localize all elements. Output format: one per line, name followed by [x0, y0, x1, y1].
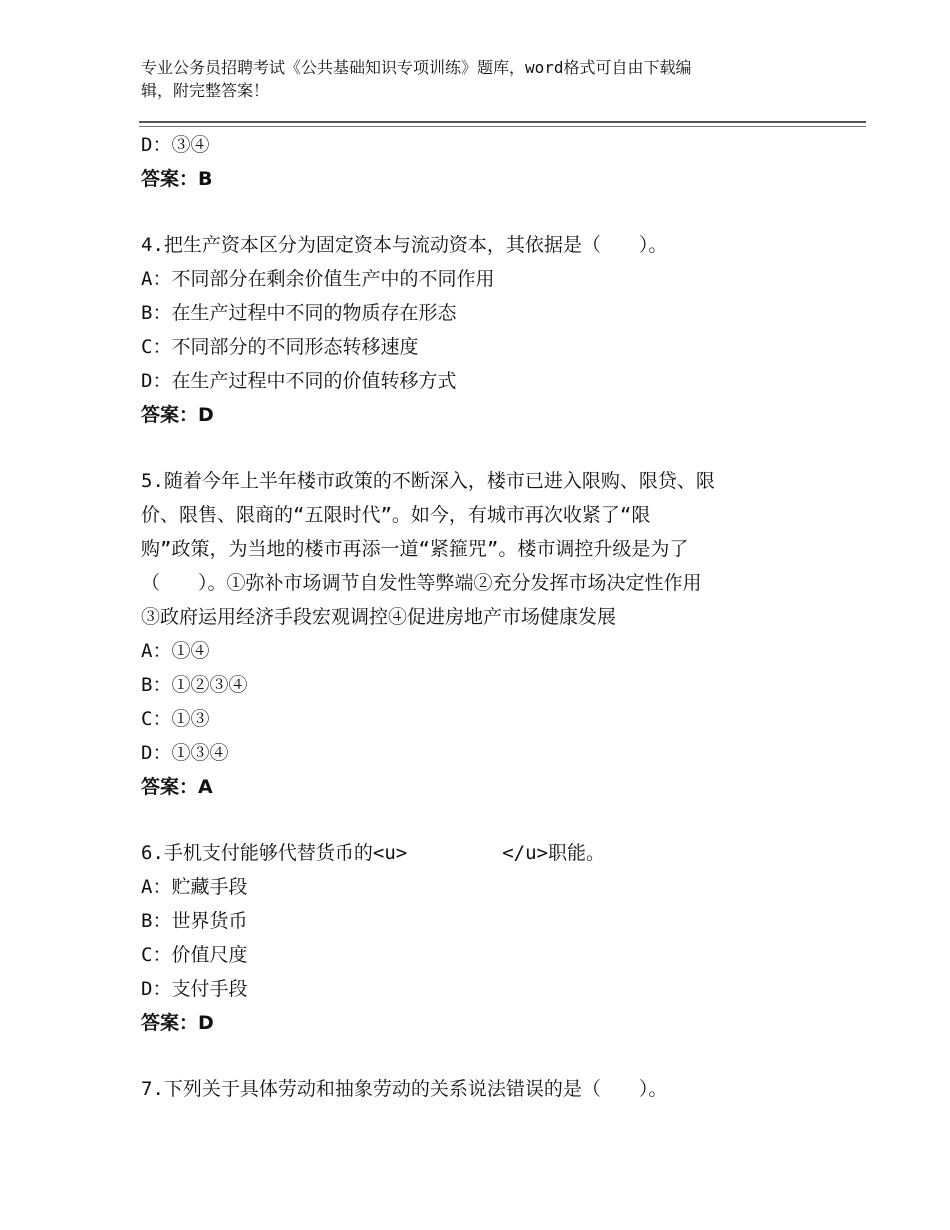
q3-answer: 答案：B — [141, 168, 213, 190]
q4-option-d: D：在生产过程中不同的价值转移方式 — [141, 370, 457, 392]
header-line-1: 专业公务员招聘考试《公共基础知识专项训练》题库，word格式可自由下载编 — [141, 58, 692, 77]
spacer — [141, 196, 821, 228]
question-4 — [141, 228, 821, 432]
q4-option-b: B：在生产过程中不同的物质存在形态 — [141, 302, 457, 324]
q4-stem: 4.把生产资本区分为固定资本与流动资本，其依据是（ ）。 — [141, 234, 668, 256]
q5-stem-line-4: （ ）。①弥补市场调节自发性等弊端②充分发挥市场决定性作用 — [141, 572, 702, 594]
question-3 — [141, 128, 821, 196]
q4-answer: 答案：D — [141, 404, 214, 426]
q6-option-d: D：支付手段 — [141, 978, 248, 1000]
q5-stem-line-1: 5.随着今年上半年楼市政策的不断深入，楼市已进入限购、限贷、限 — [141, 470, 715, 492]
q5-option-d: D：①③④ — [141, 742, 229, 764]
q7-stem: 7.下列关于具体劳动和抽象劳动的关系说法错误的是（ ）。 — [141, 1078, 668, 1100]
question-6 — [141, 836, 821, 1040]
header-line-2: 辑，附完整答案！ — [141, 81, 270, 100]
q6-option-b: B：世界货币 — [141, 910, 248, 932]
q5-option-a: A：①④ — [141, 640, 210, 662]
q4-option-a: A：不同部分在剩余价值生产中的不同作用 — [141, 268, 495, 290]
q5-option-b: B：①②③④ — [141, 674, 248, 696]
question-list — [141, 128, 821, 1106]
q5-option-c: C：①③ — [141, 708, 210, 730]
page-header — [141, 56, 791, 102]
q6-option-a: A：贮藏手段 — [141, 876, 248, 898]
q5-stem-line-2: 价、限售、限商的“五限时代”。如今，有城市再次收紧了“限 — [141, 504, 651, 526]
header-rule-thin — [139, 126, 866, 127]
q6-option-c: C：价值尺度 — [141, 944, 248, 966]
q5-stem-line-5: ③政府运用经济手段宏观调控④促进房地产市场健康发展 — [141, 606, 617, 628]
spacer — [141, 804, 821, 836]
q5-answer: 答案：A — [141, 776, 213, 798]
q6-answer: 答案：D — [141, 1012, 214, 1034]
question-5 — [141, 464, 821, 804]
q4-option-c: C：不同部分的不同形态转移速度 — [141, 336, 419, 358]
q5-stem-line-3: 购”政策，为当地的楼市再添一道“紧箍咒”。楼市调控升级是为了 — [141, 538, 689, 560]
spacer — [141, 1040, 821, 1072]
q6-stem: 6.手机支付能够代替货币的<u> </u>职能。 — [141, 842, 605, 864]
q3-option-d: D：③④ — [141, 134, 210, 156]
question-7 — [141, 1072, 821, 1106]
q5-stem — [141, 464, 801, 634]
spacer — [141, 432, 821, 464]
header-rule-thick — [139, 121, 866, 123]
